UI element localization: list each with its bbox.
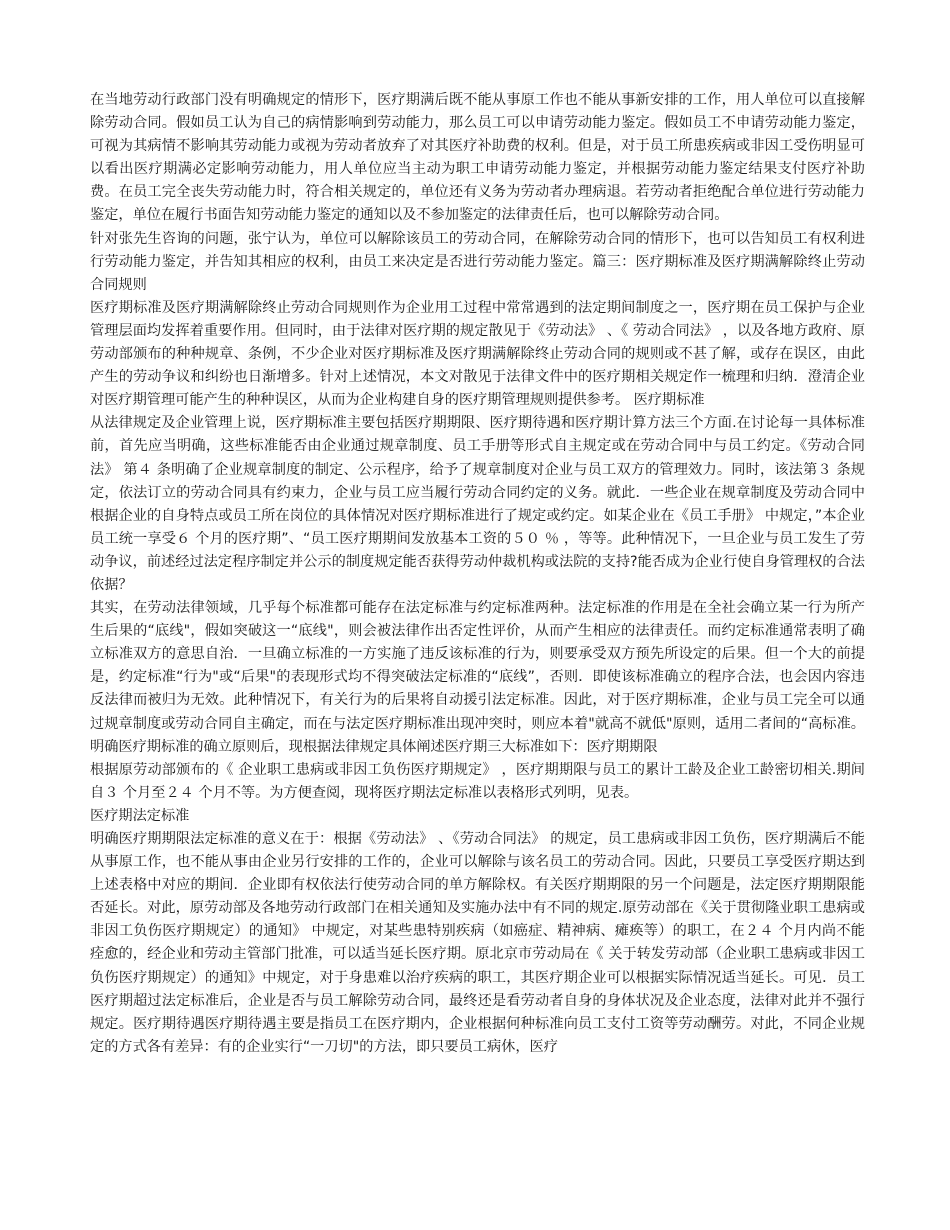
paragraph-consultation-answer: 针对张先生咨询的问题，张宁认为，单位可以解除该员工的劳动合同，在解除劳动合同的情形下，也可以告知员工有权利进行劳动能力鉴定，并告知其相应的权利，由员工来决定是否进行劳动能力鉴定。篇三：医疗期标准及医疗期满解除终止劳动合同规则: [90, 230, 865, 293]
section-heading-legal-standard: 医疗期法定标准: [90, 807, 190, 824]
paragraph-standard-scope: 从法律规定及企业管理上说，医疗期标准主要包括医疗期期限、医疗期待遇和医疗期计算方法三个方面.在讨论每一具体标准前，首先应当明确，这些标准能否由企业通过规章制度、员工手册等形式自主规定或在劳动合同中与员工约定。《劳动合同法》 第４ 条明确了企业规章制度的制定、公示程序，给予了规章制度对企业与员工双方的管理效力。同时，该法第３ 条规定，依法订立的劳动合同具有约束力，企业与员工应当履行劳动合同约定的义务。就此．一些企业在规章制度及劳动合同中根据企业的自身特点或员工所在岗位的具体情况对医疗期标准进行了规定或约定。如某企业在《员工手册》 中规定，”本企业员工统一享受６ 个月的医疗期”、“员工医疗期期间发放基本工资的５０ ％ ，等等。此种情况下，一旦企业与员工发生了劳动争议，前述经过法定程序制定并公示的制度规定能否获得劳动仲裁机构或法院的支持?能否成为企业行使自身管理权的合法依据？: [90, 415, 865, 593]
paragraph-period-limit: 根据原劳动部颁布的《 企业职工患病或非因工负伤医疗期规定》 ，医疗期期限与员工的累计工龄及企业工龄密切相关.期间自３ 个月至２４ 个月不等。为方便查阅，现将医疗期法定标准以表格形式列明，见表。: [90, 761, 865, 801]
paragraph-legal-vs-agreed-standard: 其实，在劳动法律领域，几乎每个标准都可能存在法定标准与约定标准两种。法定标准的作用是在全社会确立某一行为所产生后果的“底线"，假如突破这一“底线"，则会被法律作出否定性评价，从而产生相应的法律责任。而约定标准通常表明了确立标准双方的意思自治．一旦确立标准的一方实施了违反该标准的行为，则要承受双方预先所设定的后果。但一个大的前提是，约定标准“行为"或“后果"的表现形式均不得突破法定标准的“底线”，否则．即使该标准确立的程序合法，也会因内容违反法律而被归为无效。此种情况下，有关行为的后果将自动援引法定标准。因此，对于医疗期标准，企业与员工完全可以通过规章制度或劳动合同自主确定，而在与法定医疗期标准出现冲突时，则应本着"就高不就低"原则，适用二者间的“高标准。明确医疗期标准的确立原则后，现根据法律规定具体阐述医疗期三大标准如下：医疗期期限: [90, 600, 865, 755]
paragraph-introduction: 医疗期标准及医疗期满解除终止劳动合同规则作为企业用工过程中常常遇到的法定期间制度之一，医疗期在员工保护与企业管理层面均发挥着重要作用。但同时，由于法律对医疗期的规定散见于《劳动法》 、《 劳动合同法》 ，以及各地方政府、原劳动部颁布的种种规章、条例，不少企业对医疗期标准及医疗期满解除终止劳动合同的规则或不甚了解，或存在误区，由此产生的劳动争议和纠纷也日渐增多。针对上述情况，本文对散见于法律文件中的医疗期相关规定作一梳理和归纳．澄清企业对医疗期管理可能产生的种种误区，从而为企业构建自身的医疗期管理规则提供参考。 医疗期标准: [90, 299, 865, 409]
document-page: [90, 89, 865, 1059]
paragraph-medical-period-expiry: 在当地劳动行政部门没有明确规定的情形下，医疗期满后既不能从事原工作也不能从事新安排的工作，用人单位可以直接解除劳动合同。假如员工认为自己的病情影响到劳动能力，那么员工可以申请劳动能力鉴定。假如员工不申请劳动能力鉴定，可视为其病情不影响其劳动能力或视为劳动者放弃了对其医疗补助费的权利。但是，对于员工所患疾病或非因工受伤明显可以看出医疗期满必定影响劳动能力，用人单位应当主动为职工申请劳动能力鉴定，并根据劳动能力鉴定结果支付医疗补助费。在员工完全丧失劳动能力时，符合相关规定的，单位还有义务为劳动者办理病退。若劳动者拒绝配合单位进行劳动能力鉴定，单位在履行书面告知劳动能力鉴定的通知以及不参加鉴定的法律责任后，也可以解除劳动合同。: [90, 92, 865, 224]
paragraph-legal-standard-meaning: 明确医疗期期限法定标准的意义在于：根据《劳动法》 、《劳动合同法》 的规定，员工患病或非因工负伤，医疗期满后不能从事原工作，也不能从事由企业另行安排的工作的，企业可以解除与该名员工的劳动合同。因此，只要员工享受医疗期达到上述表格中对应的期间．企业即有权依法行使劳动合同的单方解除权。有关医疗期期限的另一个问题是，法定医疗期期限能否延长。对此，原劳动部及各地劳动行政部门在相关通知及实施办法中有不同的规定.原劳动部在《关于贯彻隆业职工患病或非因工负伤医疗期规定）的通知》 中规定，对某些患特别疾病（如癌症、精神病、瘫痪等）的职工，在２４ 个月内尚不能痊愈的，经企业和劳动主管部门批准，可以适当延长医疗期。原北京市劳动局在《 关于转发劳动部（企业职工患病或非因工负伤医疗期规定）的通知》中规定，对于身患难以治疗疾病的职工，其医疗期企业可以根据实际情况适当延长。可见．员工医疗期超过法定标准后，企业是否与员工解除劳动合同，最终还是看劳动者自身的身体状况及企业态度，法律对此并不强行规定。医疗期待遇医疗期待遇主要是指员工在医疗期内，企业根据何种标准向员工支付工资等劳动酬劳。对此，不同企业规定的方式各有差异：有的企业实行“一刀切"的方法，即只要员工病休，医疗: [90, 831, 865, 1055]
